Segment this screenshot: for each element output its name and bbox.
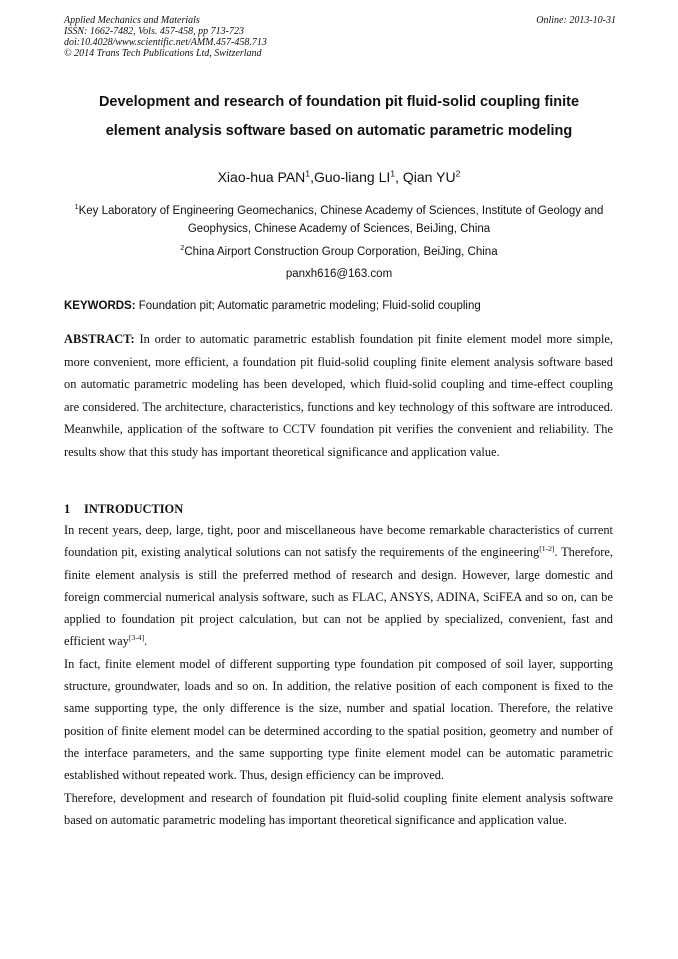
abstract-text: In order to automatic parametric establish foundation pit finite element model more simple, more convenient, more efficient, a foundation pit fluid-solid coupling finite element analysis software based on automatic parametric modeling has been developed, which fluid-solid coupling and time-effect coupling are considered. The architecture, characteristics, functions and key technology of this software are introduced. Meanwhile, application of the software to CCTV foundation pit verifies the convenient and reliability. The results show that this study has important theoretical significance and application value. (64, 332, 613, 459)
paragraph: In fact, finite element model of different supporting type foundation pit composed of soil layer, supporting structure, groundwater, loads and so on. In addition, the relative position of each component is fixed to the same supporting type, the only difference is the size, number and spatial location. Therefore, the relative position of finite element model can be determined according to the spatial position, geometry and number of the interface parameters, and the same supporting type finite element model can be automatic parametric established without repeated work. Thus, design efficiency can be improved. (64, 656, 613, 783)
paper-title (40, 88, 638, 146)
journal-name: Applied Mechanics and Materials (64, 15, 200, 26)
abstract (64, 328, 613, 464)
affiliation-text: Key Laboratory of Engineering Geomechanics, Chinese Academy of Sciences, Institute of Geology and Geophysics, Chinese Academy of Sciences, BeiJing, China (78, 205, 604, 235)
paragraph-text: . Therefore, finite element analysis is still the preferred method of research and design. However, large domestic and foreign commercial numerical analysis software, such as FLAC, ANSYS, ADINA, SciFEA and so on, can be applied to foundation pit project calculation, but can not be applied by specialized, convenient, fast and efficient way (64, 545, 614, 649)
citation[interactable]: [3-4] (128, 633, 145, 643)
author-affil-sup: 1 (305, 168, 311, 179)
author-separator: , (310, 169, 314, 185)
section-number: 1 (64, 502, 71, 516)
section-heading-introduction (64, 500, 613, 518)
abstract-label: ABSTRACT: (64, 332, 135, 346)
author-list (40, 168, 638, 186)
author-separator: , (395, 169, 403, 185)
title-line-2: element analysis software based on automatic parametric modeling (105, 123, 573, 139)
doi-line: doi:10.4028/www.scientific.net/AMM.457-458.713 (64, 37, 267, 48)
paragraph-text: In recent years, deep, large, tight, poor and miscellaneous have become remarkable characteristics of current foundation pit, existing analytical solutions can not satisfy the requirements of the engineering (64, 523, 613, 560)
author-name: Guo-liang LI (314, 169, 391, 185)
keywords (64, 298, 624, 314)
author-affil-sup: 1 (390, 168, 396, 179)
paragraph (64, 519, 613, 653)
affiliation-1 (56, 202, 622, 238)
affiliation-sup: 2 (180, 244, 185, 253)
keywords-text: Foundation pit; Automatic parametric modeling; Fluid-solid coupling (135, 300, 481, 312)
copyright-line: © 2014 Trans Tech Publications Ltd, Switzerland (64, 48, 262, 59)
title-line-1: Development and research of foundation pit fluid-solid coupling finite (98, 94, 580, 110)
affiliation-2 (56, 243, 622, 261)
introduction-body (64, 519, 613, 831)
author-name: Qian YU (402, 169, 456, 185)
online-date: Online: 2013-10-31 (536, 15, 616, 26)
paragraph: Therefore, development and research of foundation pit fluid-solid coupling finite element analysis software based on automatic parametric modeling has important theoretical significance and application value. (64, 790, 613, 827)
author-name: Xiao-hua PAN (217, 169, 306, 185)
issn-line: ISSN: 1662-7482, Vols. 457-458, pp 713-723 (64, 26, 244, 37)
keywords-label: KEYWORDS: (64, 300, 136, 312)
affiliation-sup: 1 (74, 203, 79, 212)
author-email[interactable]: panxh616@163.com (285, 268, 393, 280)
journal-header (64, 15, 616, 59)
affiliation-text: China Airport Construction Group Corporation, BeiJing, China (184, 246, 498, 258)
paragraph-text: . (144, 634, 148, 649)
citation[interactable]: [1-2] (539, 544, 555, 554)
author-affil-sup: 2 (455, 168, 461, 179)
section-title: INTRODUCTION (84, 502, 184, 516)
